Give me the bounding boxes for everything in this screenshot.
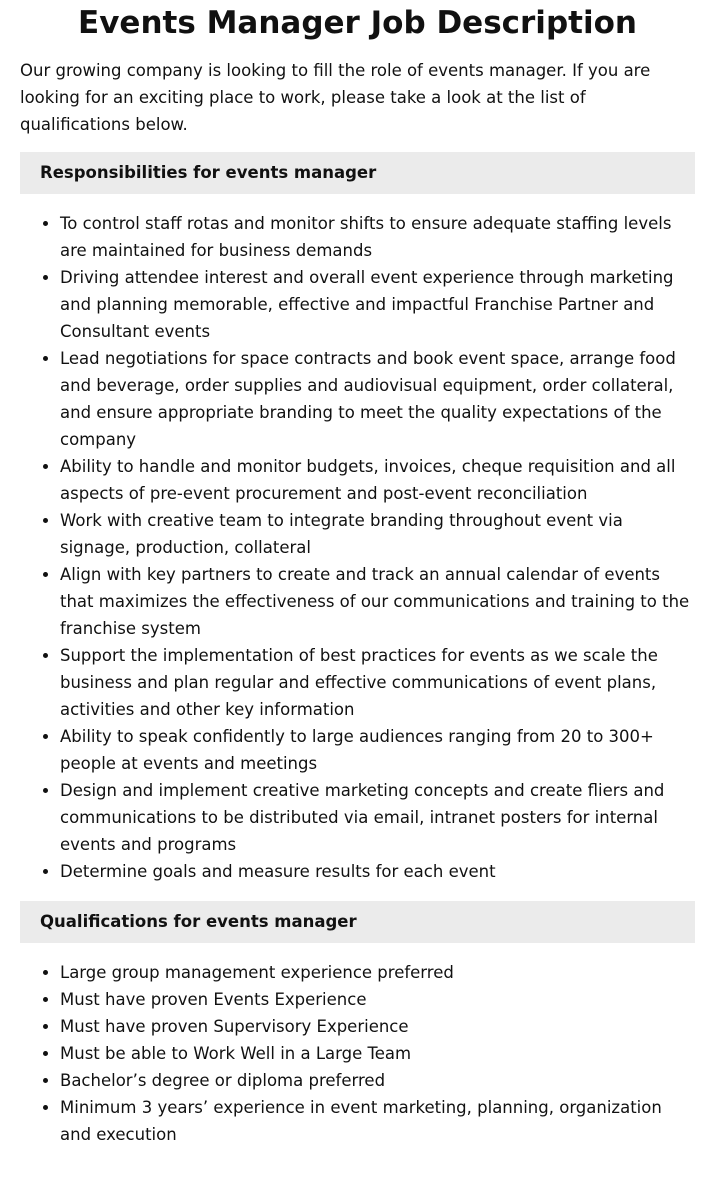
list-item: • Determine goals and measure results for each event — [60, 858, 695, 885]
page-title: Events Manager Job Description — [78, 5, 637, 41]
list-item: • Align with key partners to create and track an annual calendar of events that maximizes the effectiveness of our communications and training to the franchise system — [60, 561, 695, 642]
qualifications-heading: Qualifications for events manager — [20, 901, 695, 943]
list-item: • Large group management experience preferred — [60, 959, 695, 986]
list-item: • Ability to handle and monitor budgets, invoices, cheque requisition and all aspects of pre-event procurement and post-event reconciliation — [60, 453, 695, 507]
list-item: • Driving attendee interest and overall event experience through marketing and planning memorable, effective and impactful Franchise Partner and Consultant events — [60, 264, 695, 345]
list-item: • Design and implement creative marketing concepts and create fliers and communications to be distributed via email, intranet posters for internal events and programs — [60, 777, 695, 858]
list-item: • Minimum 3 years’ experience in event marketing, planning, organization and execution — [60, 1094, 695, 1148]
list-item: • Lead negotiations for space contracts and book event space, arrange food and beverage, order supplies and audiovisual equipment, order collateral, and ensure appropriate branding to meet the quality expectations of the company — [60, 345, 695, 453]
list-item: • Must have proven Supervisory Experience — [60, 1013, 695, 1040]
list-item: • Work with creative team to integrate branding throughout event via signage, production, collateral — [60, 507, 695, 561]
responsibilities-list — [20, 210, 695, 885]
intro-text: Our growing company is looking to fill the role of events manager. If you are looking for an exciting place to work, please take a look at the list of qualifications below. — [20, 61, 651, 134]
list-item: • Support the implementation of best practices for events as we scale the business and plan regular and effective communications of event plans, activities and other key information — [60, 642, 695, 723]
list-item: • Ability to speak confidently to large audiences ranging from 20 to 300+ people at events and meetings — [60, 723, 695, 777]
list-item: • Bachelor’s degree or diploma preferred — [60, 1067, 695, 1094]
qualifications-list — [20, 959, 695, 1148]
list-item: • Must be able to Work Well in a Large Team — [60, 1040, 695, 1067]
responsibilities-heading: Responsibilities for events manager — [20, 152, 695, 194]
list-item: • To control staff rotas and monitor shifts to ensure adequate staffing levels are maintained for business demands — [60, 210, 695, 264]
list-item: • Must have proven Events Experience — [60, 986, 695, 1013]
